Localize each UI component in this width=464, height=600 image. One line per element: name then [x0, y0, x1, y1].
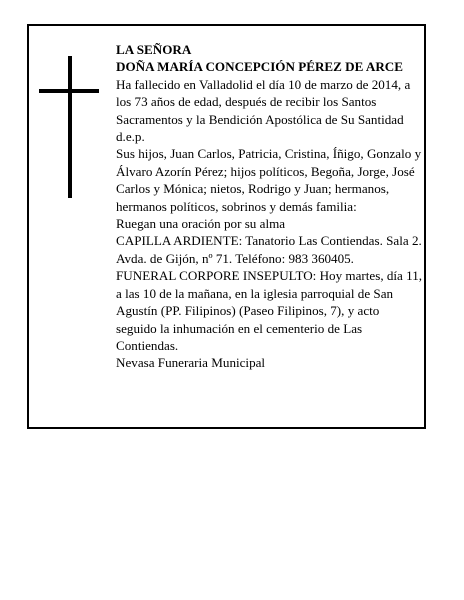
- cross-vertical-bar: [68, 56, 72, 198]
- deceased-name: DOÑA MARÍA CONCEPCIÓN PÉREZ DE ARCE: [116, 59, 403, 75]
- funeral-info: FUNERAL CORPORE INSEPULTO: Hoy martes, día 11, a las 10 de la mañana, en la iglesia parroquial de San Agustín (PP. Filipinos) (Paseo Filipinos, 7), y acto seguido la inhumación en el cementerio de Las Contiendas.: [116, 268, 423, 353]
- obituary-notice: [27, 24, 426, 429]
- notice-title: LA SEÑORA: [116, 42, 192, 57]
- cross-icon: [39, 56, 99, 198]
- chapel-info: CAPILLA ARDIENTE: Tanatorio Las Contiendas. Sala 2. Avda. de Gijón, nº 71. Teléfono: 983 360405.: [116, 233, 422, 266]
- funeral-home: Nevasa Funeraria Municipal: [116, 355, 266, 371]
- obituary-text: [116, 41, 422, 372]
- prayer-request: Ruegan una oración por su alma: [116, 216, 286, 232]
- rip-text: d.e.p.: [116, 129, 145, 145]
- cross-horizontal-bar: [39, 89, 99, 93]
- death-announcement: Ha fallecido en Valladolid el día 10 de marzo de 2014, a los 73 años de edad, después de recibir los Santos Sacramentos y la Bendición Apostólica de Su Santidad: [116, 76, 411, 127]
- family-list: Sus hijos, Juan Carlos, Patricia, Cristina, Íñigo, Gonzalo y Álvaro Azorín Pérez; hijos políticos, Begoña, Jorge, José Carlos y Mónica; nietos, Rodrigo y Juan; hermanos, hermanos políticos, sobrinos y demás familia:: [116, 146, 422, 214]
